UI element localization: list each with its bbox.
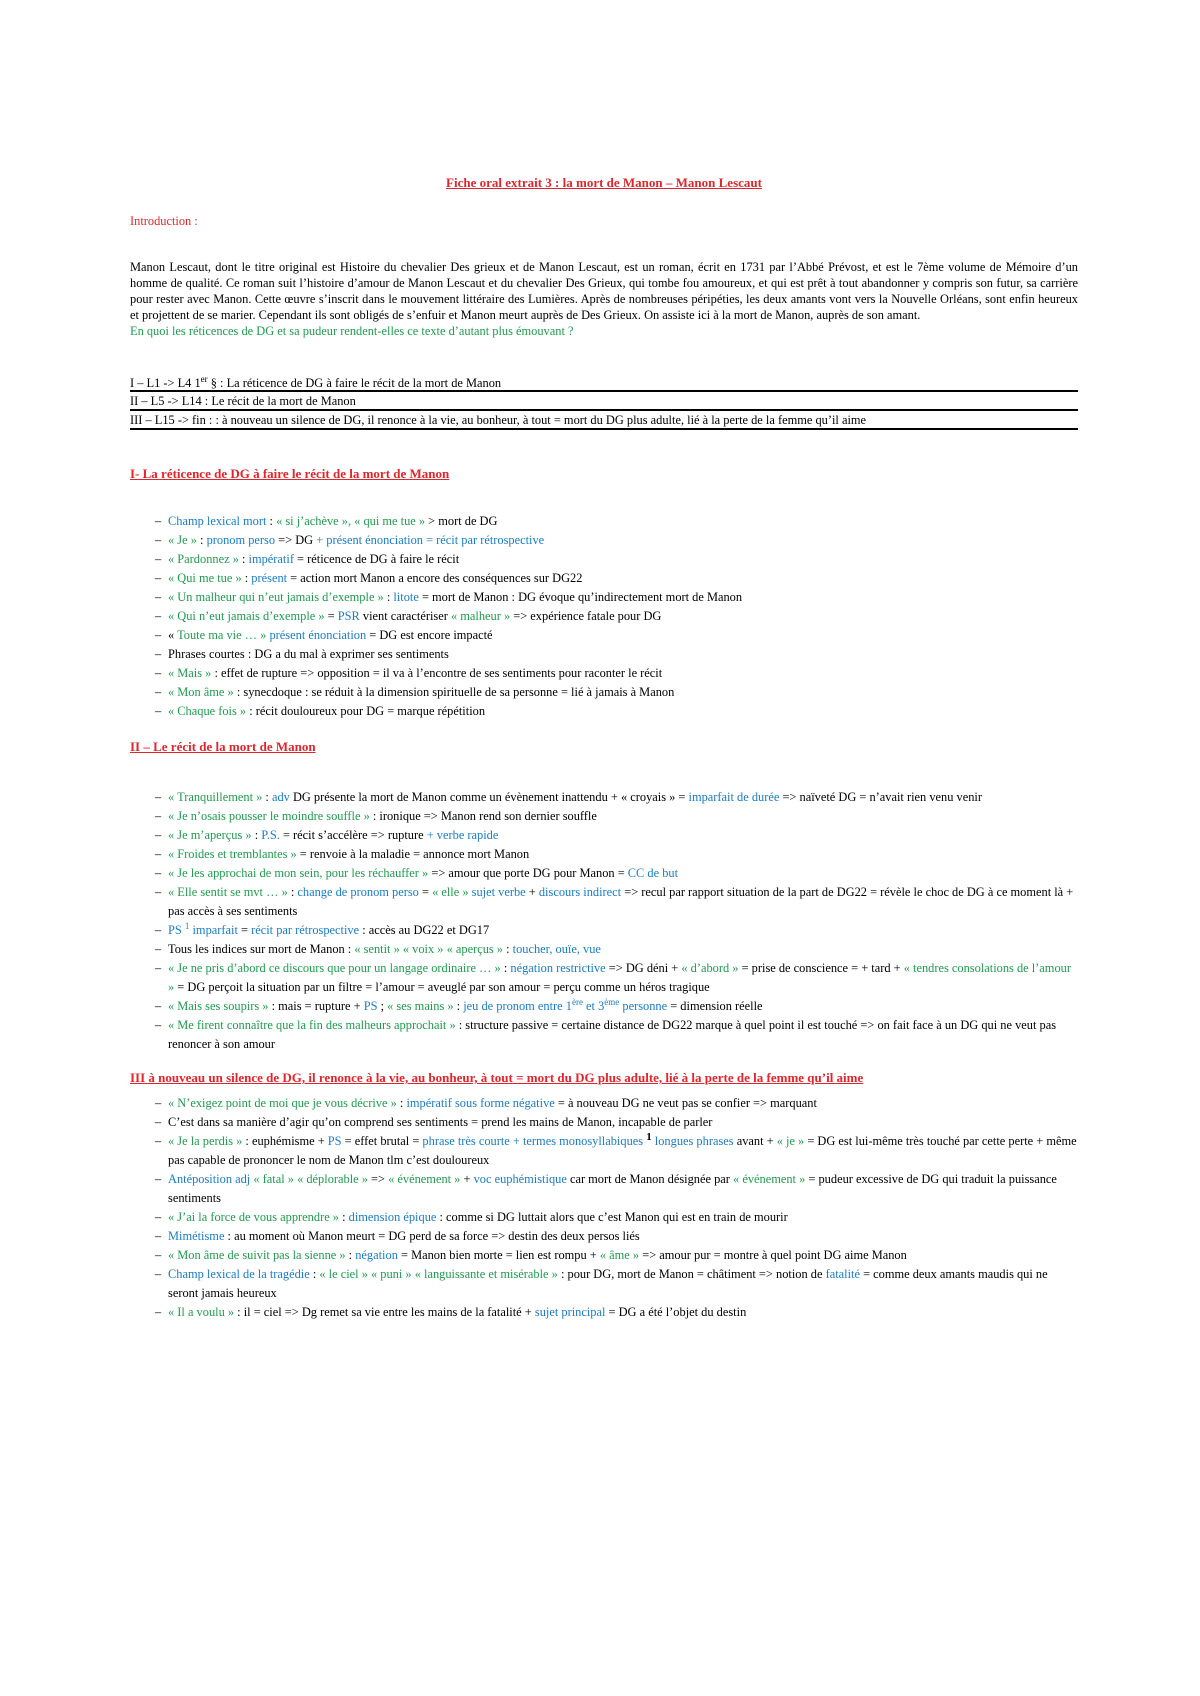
item-segment: fatalité [825,1267,860,1281]
bullet-dash: – [155,1172,162,1186]
document-title: Fiche oral extrait 3 : la mort de Manon – Manon Lescaut [446,175,762,190]
item-segment: : synecdoque : se réduit à la dimension spirituelle de sa personne = lié à jamais à Manon [233,685,675,699]
item-segment: : il = ciel => Dg remet sa vie entre les mains de la fatalité + [234,1305,535,1319]
item-segment: = [418,885,433,899]
list-item [130,1113,1078,1132]
item-segment: : [396,1096,407,1110]
item-segment: récit par rétrospective [251,923,360,937]
intro-paragraph: Manon Lescaut, dont le titre original est Histoire du chevalier Des grieux et de Manon Lescaut, est un roman, écrit en 1731 par l’Abbé Prévost, et est le 7ème volume de Mémoire d’un homme de qualité. Ce roman suit l’histoire d’amour de Manon Lescaut et du chevalier Des Grieux, qui tombe fou amoureux, et qui est prêt à tout abandonner y compris son futur, sa carrière pour rester avec Manon. Cette œuvre s’inscrit dans le mouvement littéraire des Lumières. Après de nombreuses péripéties, les deux amants vont vers la Nouvelle Orléans, sont enfin heureux et projettent de se marier. Cependant ils sont obligés de s’enfuir et Manon meurt auprès de Des Grieux. On assiste ici à la mort de Manon, auprès de son amant. [130,260,1078,322]
list-item [130,664,1078,683]
item-segment: change de pronom perso [297,885,419,899]
bullet-dash: – [155,1267,162,1281]
bullet-dash: – [155,552,162,566]
item-segment: Toute ma vie … » [177,628,267,642]
bullet-dash: – [155,514,162,528]
item-segment: « Qui n’eut jamais d’exemple » [168,609,325,623]
bullet-dash: – [155,628,162,642]
item-segment: sujet principal [534,1305,606,1319]
item-segment: = Manon bien morte = lien est rompu + [397,1248,600,1262]
item-segment: > mort de DG [425,514,498,528]
item-segment: = action mort Manon a encore des conséquences sur DG22 [287,571,583,585]
item-segment: « Mais » [168,666,212,680]
item-segment: : [383,590,394,604]
item-segment: « Mon âme » [168,685,234,699]
item-segment: Champ lexical mort [168,514,267,528]
bullet-dash: – [155,571,162,585]
list-item [130,626,1078,645]
bullet-dash: – [155,704,162,718]
item-segment: litote [393,590,419,604]
plan-row-1-sup: er [200,373,208,384]
item-segment: = dimension réelle [667,999,763,1013]
item-segment: jeu de pronom entre 1 [463,999,572,1013]
list-item [130,883,1078,921]
list-item [130,959,1078,997]
list-item [130,1246,1078,1265]
item-segment: => [367,1172,389,1186]
item-segment: PS [363,999,378,1013]
list-item [130,702,1078,721]
plan-row-3: III – L15 -> fin : : à nouveau un silence de DG, il renonce à la vie, au bonheur, à tout = mort du DG plus adulte, lié à la perte de la femme qu’il aime [130,411,1078,430]
item-segment: + verbe rapide [426,828,499,842]
bullet-dash: – [155,1248,162,1262]
item-segment: : [453,999,464,1013]
list-item [130,531,1078,550]
list-item [130,1132,1078,1170]
item-segment: discours indirect [538,885,622,899]
item-segment: présent [251,571,288,585]
item-segment: : [266,514,277,528]
bullet-dash: – [155,533,162,547]
item-segment: « le ciel » « puni » « languissante et misérable » [319,1267,558,1281]
item-segment: = DG perçoit la situation par un filtre = l’amour = aveuglé par son amour = perçu comme un héros tragique [174,980,710,994]
bullet-dash: – [155,828,162,842]
item-segment: « fatal » « déplorable » [253,1172,368,1186]
list-item [130,645,1078,664]
bullet-dash: – [155,1018,162,1032]
item-segment: « si j’achève », « qui me tue » [276,514,426,528]
item-segment: personne [619,999,668,1013]
item-segment: + [525,885,539,899]
item-segment: phrase très courte + termes monosyllabiques [422,1134,647,1148]
item-segment: « Je » [168,533,197,547]
item-segment: « d’abord » [681,961,739,975]
item-segment: Phrases courtes : DG a du mal à exprimer ses sentiments [168,647,449,661]
bullet-dash: – [155,1134,162,1148]
list-item [130,864,1078,883]
item-segment: longues phrases [651,1134,734,1148]
item-segment: « Je n’osais pousser le moindre souffle » [168,809,370,823]
item-segment: : [503,942,513,956]
item-segment: « Chaque fois » [168,704,247,718]
list-item [130,569,1078,588]
item-segment: => recul par rapport situation de la part de DG22 = révèle le choc de DG à ce moment là + pas accès à ses sentiments [168,885,1074,918]
item-segment: Tous les indices sur mort de Manon : [168,942,355,956]
item-segment: « Il a voulu » [168,1305,235,1319]
bullet-dash: – [155,1096,162,1110]
list-item [130,1265,1078,1303]
item-segment: 1 [184,920,190,931]
item-segment: ème [604,996,620,1007]
plan-row-1-text: § : La réticence de DG à faire le récit de la mort de Manon [210,376,502,390]
item-segment: : pour DG, mort de Manon = châtiment => notion de [557,1267,826,1281]
bullet-dash: – [155,790,162,804]
bullet-dash: – [155,1305,162,1319]
intro-label: Introduction : [130,214,198,228]
list-item [130,512,1078,531]
list-item [130,1227,1078,1246]
item-segment: = réticence de DG à faire le récit [293,552,460,566]
item-segment: PS [168,923,185,937]
section-3-title: III à nouveau un silence de DG, il renonce à la vie, au bonheur, à tout = mort du DG plus adulte, lié à la perte de la femme qu’il aime [130,1070,864,1085]
item-segment: Antéposition adj [168,1172,251,1186]
item-segment: + [460,1172,474,1186]
section-2-title: II – Le récit de la mort de Manon [130,739,316,754]
item-segment: = renvoie à la maladie = annonce mort Manon [296,847,530,861]
item-segment: : comme si DG luttait alors que c’est Manon qui est en train de mourir [436,1210,788,1224]
item-segment: « événement » [733,1172,806,1186]
item-segment: : structure passive = certaine distance de DG22 marque à quel point il est touché => on fait face à un DG qui ne veut pas renoncer à son amour [168,1018,1057,1051]
item-segment: « Mon âme de suivit pas la sienne » [168,1248,346,1262]
section-1-title: I- La réticence de DG à faire le récit de la mort de Manon [130,466,450,481]
list-item [130,1303,1078,1322]
item-segment: C’est dans sa manière d’agir qu’on comprend ses sentiments = prend les mains de Manon, incapable de parler [168,1115,713,1129]
item-segment: : [339,1210,349,1224]
item-segment: P.S. [261,828,280,842]
item-segment: pronom perso [206,533,276,547]
item-segment: = DG est encore impacté [366,628,493,642]
item-segment: : [287,885,298,899]
list-item [130,826,1078,845]
bullet-dash: – [155,961,162,975]
item-segment: imparfait [189,923,238,937]
bullet-dash: – [155,847,162,861]
item-segment: + présent énonciation = récit par rétrospective [316,533,545,547]
item-segment: « Je les approchai de mon sein, pour les réchauffer » [168,866,429,880]
item-segment: : mais = rupture + [268,999,364,1013]
item-segment: et 3 [582,999,605,1013]
bullet-dash: – [155,999,162,1013]
item-segment: « malheur » [450,609,511,623]
item-segment: « Un malheur qui n’eut jamais d’exemple » [168,590,384,604]
item-segment: « N’exigez point de moi que je vous décrive » [168,1096,397,1110]
item-segment: présent énonciation [269,628,367,642]
item-segment: = pudeur excessive de DG qui traduit la puissance sentiments [168,1172,1057,1205]
document-content [130,175,1078,1322]
bullet-dash: – [155,590,162,604]
item-segment: : ironique => Manon rend son dernier souffle [369,809,597,823]
item-segment: DG présente la mort de Manon comme un évènement inattendu + « croyais » = [289,790,689,804]
item-segment: « Qui me tue » [168,571,242,585]
list-item [130,550,1078,569]
item-segment: « âme » [599,1248,640,1262]
list-item [130,1016,1078,1054]
item-segment: CC de but [627,866,679,880]
item-segment: : euphémisme + [242,1134,328,1148]
item-segment: « Mais ses soupirs » [168,999,269,1013]
item-segment: = DG est lui-même très touché par cette perte + même pas capable de prononcer le nom de Manon tlm c’est douloureux [168,1134,1077,1167]
list-item [130,845,1078,864]
item-segment: = [324,609,338,623]
item-segment: « elle » [432,885,469,899]
item-segment: = comme deux amants maudis qui ne seront jamais heureux [168,1267,1048,1300]
list-item [130,607,1078,626]
item-segment: « Froides et tremblantes » [168,847,297,861]
item-segment: => expérience fatale pour DG [510,609,662,623]
item-segment: « ses mains » [387,999,454,1013]
item-segment: 1 [646,1130,652,1143]
item-segment: => DG [275,533,317,547]
bullet-dash: – [155,885,162,899]
item-segment: « tendres consolations de l’amour » [168,961,1071,994]
item-segment: « Je m’aperçus » [168,828,252,842]
item-segment: = à nouveau DG ne veut pas se confier => marquant [554,1096,817,1110]
bullet-dash: – [155,666,162,680]
problematic-question: En quoi les réticences de DG et sa pudeur rendent-elles ce texte d’autant plus émouvant ? [130,324,574,338]
bullet-dash: – [155,866,162,880]
item-segment: impératif sous forme négative [406,1096,555,1110]
item-segment: PS [327,1134,342,1148]
item-segment: voc euphémistique [473,1172,567,1186]
bullet-dash: – [155,923,162,937]
item-segment: « sentit » « voix » « aperçus » [354,942,504,956]
item-segment: : [500,961,511,975]
bullet-dash: – [155,609,162,623]
item-segment: car mort de Manon désignée par [566,1172,734,1186]
plan-row-1 [130,374,1078,392]
list-item [130,1170,1078,1208]
item-segment: négation restrictive [510,961,606,975]
bullet-dash: – [155,685,162,699]
item-segment: avant + [733,1134,777,1148]
item-segment: Champ lexical de la tragédie [168,1267,310,1281]
item-segment: : récit douloureux pour DG = marque répétition [246,704,486,718]
section-3-list [130,1094,1078,1322]
item-segment: « Je la perdis » [168,1134,243,1148]
list-item [130,807,1078,826]
item-segment: => amour que porte DG pour Manon = [428,866,628,880]
item-segment: « événement » [388,1172,461,1186]
list-item [130,788,1078,807]
item-segment: imparfait de durée [688,790,780,804]
item-segment: => amour pur = montre à quel point DG aime Manon [639,1248,907,1262]
bullet-dash: – [155,809,162,823]
item-segment: : effet de rupture => opposition = il va à l’encontre de ses sentiments pour raconter le récit [211,666,663,680]
item-segment: : [262,790,272,804]
bullet-dash: – [155,1210,162,1224]
list-item [130,940,1078,959]
item-segment: : [251,828,262,842]
item-segment: PSR [337,609,360,623]
item-segment: « je » [776,1134,805,1148]
list-item [130,1208,1078,1227]
plan-row-1-label: I – L1 -> L4 1 [130,376,201,390]
item-segment: : [196,533,207,547]
item-segment: toucher, ouïe, vue [512,942,601,956]
item-segment: : au moment où Manon meurt = DG perd de sa force => destin des deux persos liés [224,1229,640,1243]
plan-row-2: II – L5 -> L14 : Le récit de la mort de Manon [130,392,1078,411]
plan-table [130,374,1078,430]
section-2-list [130,788,1078,1054]
item-segment: : [345,1248,356,1262]
item-segment: : [238,552,249,566]
bullet-dash: – [155,1229,162,1243]
item-segment: = prise de conscience = + tard + [738,961,904,975]
item-segment: = mort de Manon : DG évoque qu’indirectement mort de Manon [418,590,743,604]
item-segment: = effet brutal = [341,1134,423,1148]
item-segment: : [241,571,252,585]
item-segment: ère [571,996,583,1007]
item-segment: = DG a été l’objet du destin [605,1305,747,1319]
item-segment: « J’ai la force de vous apprendre » [168,1210,339,1224]
item-segment: Mimétisme [168,1229,225,1243]
item-segment: = [237,923,252,937]
bullet-dash: – [155,647,162,661]
item-segment: « Elle sentit se mvt … » [168,885,288,899]
item-segment: négation [355,1248,398,1262]
item-segment: => naïveté DG = n’avait rien venu venir [779,790,982,804]
section-1-list [130,512,1078,721]
item-segment: vient caractériser [359,609,451,623]
list-item [130,683,1078,702]
item-segment: « Pardonnez » [168,552,239,566]
list-item [130,1094,1078,1113]
item-segment: => DG déni + [605,961,682,975]
item-segment: « Tranquillement » [168,790,263,804]
item-segment: = récit s’accélère => rupture [279,828,427,842]
list-item [130,921,1078,940]
bullet-dash: – [155,942,162,956]
item-segment: « [168,628,178,642]
item-segment: : accès au DG22 et DG17 [359,923,490,937]
item-segment: dimension épique [348,1210,437,1224]
item-segment: sujet verbe [471,885,526,899]
item-segment: : [309,1267,320,1281]
item-segment: impératif [248,552,294,566]
list-item [130,997,1078,1016]
bullet-dash: – [155,1115,162,1129]
item-segment: adv [271,790,290,804]
list-item [130,588,1078,607]
item-segment: ; [377,999,388,1013]
item-segment: « Me firent connaître que la fin des malheurs approchait » [168,1018,456,1032]
item-segment: « Je ne pris d’abord ce discours que pour un langage ordinaire … » [168,961,501,975]
